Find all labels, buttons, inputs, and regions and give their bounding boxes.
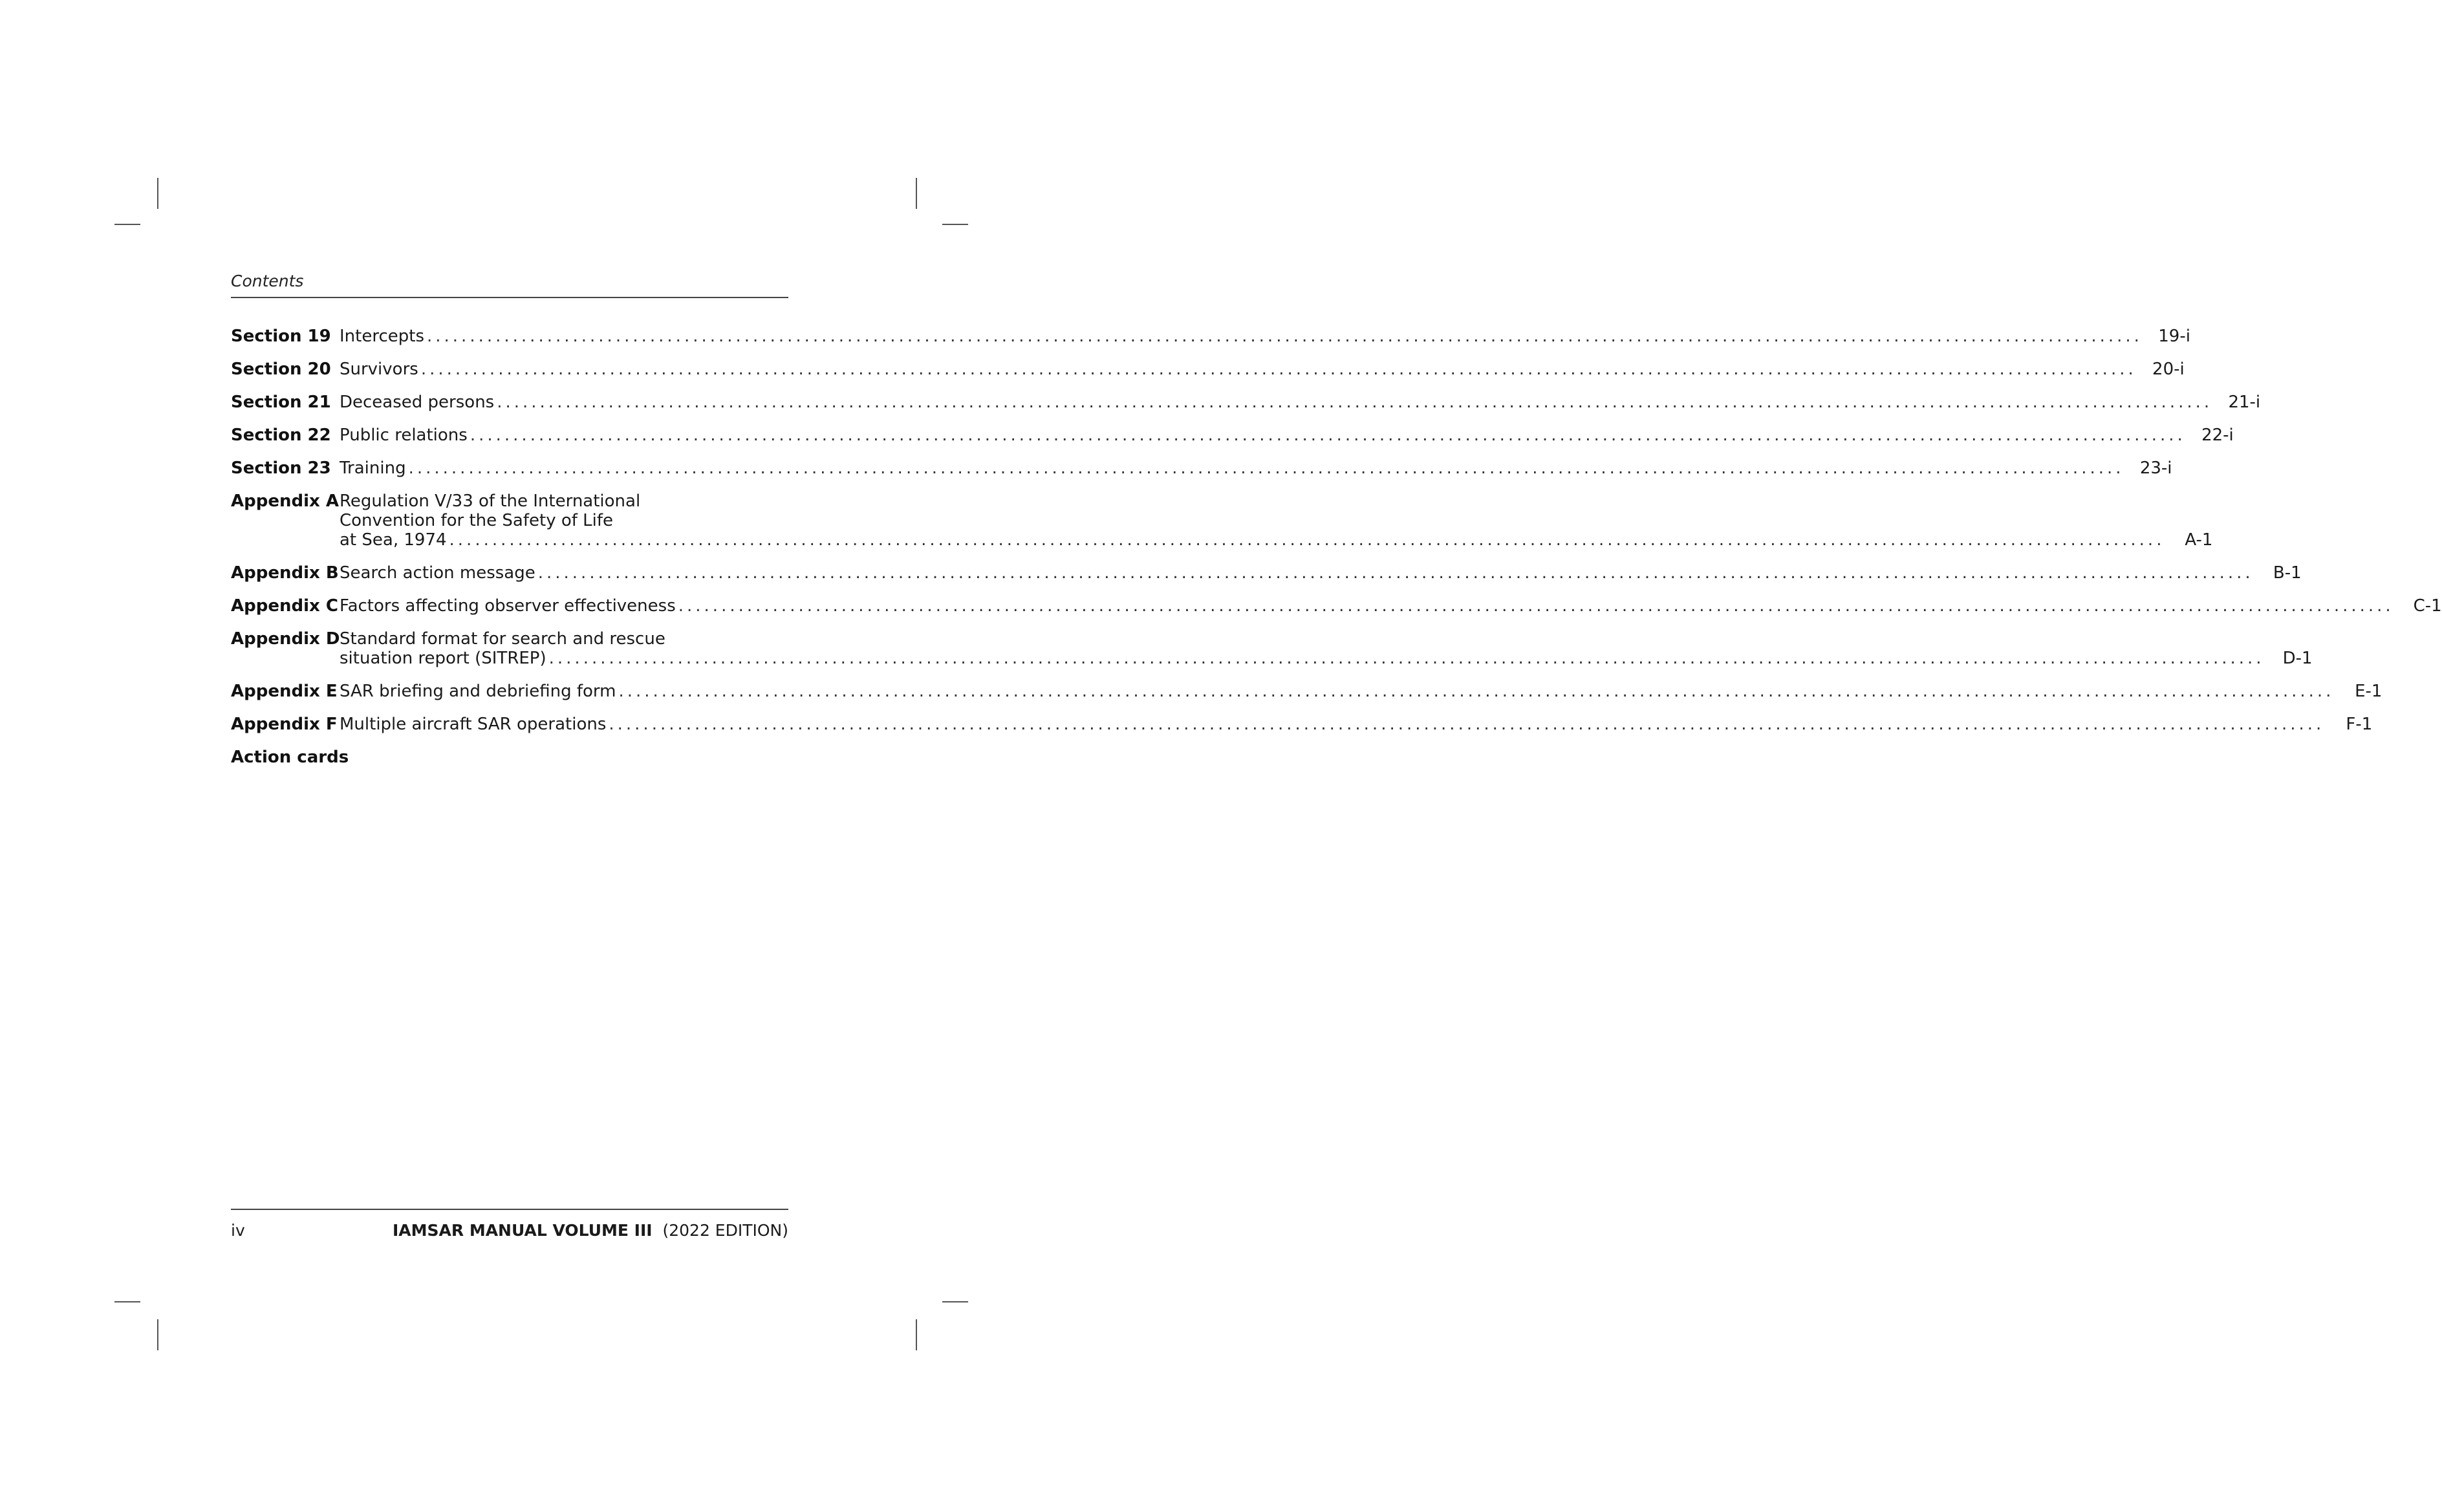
running-head: Contents [231, 272, 304, 290]
toc-entry[interactable] [231, 748, 788, 767]
toc-entry[interactable] [231, 459, 2172, 478]
toc-entry-title [340, 360, 2185, 379]
toc-entry-label: Section 19 [231, 327, 331, 346]
toc-page-number[interactable]: C-1 [2413, 596, 2442, 616]
crop-mark-bottom-right-horizontal [942, 1301, 968, 1302]
dot-leader: ........................................................................................................................................................................................................ [470, 426, 2186, 445]
toc-page-number[interactable]: 21-i [2228, 393, 2261, 412]
table-of-contents [231, 327, 2442, 781]
toc-entry-label: Appendix E [231, 682, 338, 701]
dot-leader: ........................................................................................................................................................................................................ [537, 563, 2254, 583]
toc-entry-title [340, 426, 2234, 445]
toc-entry-label: Action cards [231, 748, 349, 767]
toc-entry-title [340, 491, 2213, 550]
toc-entry-title-line: Intercepts [340, 327, 424, 346]
toc-page-number[interactable]: 22-i [2201, 426, 2234, 445]
toc-entry-title-line: Multiple aircraft SAR operations [340, 715, 607, 734]
toc-entry-label: Appendix C [231, 596, 338, 616]
publication-title [393, 1221, 788, 1240]
crop-mark-top-right-vertical [916, 178, 917, 209]
toc-entry-label: Section 22 [231, 426, 331, 445]
toc-entry-title-line: Standard format for search and rescue [340, 629, 665, 649]
dot-leader: ........................................................................................................................................................................................................ [449, 530, 2165, 550]
toc-page-number[interactable]: D-1 [2282, 649, 2313, 668]
dot-leader: ........................................................................................................................................................................................................ [427, 327, 2143, 346]
crop-mark-top-left-vertical [157, 178, 158, 209]
toc-entry-title [340, 748, 788, 767]
page-number: iv [231, 1221, 245, 1240]
toc-entry-title-line: SAR briefing and debriefing form [340, 682, 616, 701]
crop-mark-bottom-left-horizontal [114, 1301, 140, 1302]
footer-rule [231, 1209, 788, 1210]
toc-page-number[interactable]: 19-i [2158, 327, 2190, 346]
dot-leader: ........................................................................................................................................................................................................ [678, 596, 2394, 616]
toc-page-number[interactable]: E-1 [2355, 682, 2383, 701]
crop-mark-bottom-right-vertical [916, 1319, 917, 1350]
toc-entry[interactable] [231, 327, 2190, 346]
toc-entry-label: Appendix B [231, 563, 339, 583]
toc-entry-title [340, 459, 2172, 478]
toc-entry-title [340, 682, 2383, 701]
toc-entry[interactable] [231, 426, 2234, 445]
toc-entry[interactable] [231, 629, 2313, 668]
toc-entry-title [340, 393, 2261, 412]
toc-entry[interactable] [231, 491, 2213, 550]
toc-entry[interactable] [231, 563, 2302, 583]
toc-page-number[interactable]: B-1 [2273, 563, 2302, 583]
toc-entry-label: Section 20 [231, 360, 331, 379]
toc-page-number[interactable]: F-1 [2346, 715, 2373, 734]
crop-mark-top-right-horizontal [942, 224, 968, 225]
toc-entry-title-line: situation report (SITREP) [340, 649, 546, 668]
toc-entry-label: Appendix F [231, 715, 338, 734]
publication-title-bold: IAMSAR MANUAL VOLUME III [393, 1221, 653, 1240]
toc-entry-spacer [340, 748, 788, 767]
crop-mark-top-left-horizontal [114, 224, 140, 225]
toc-entry-title [340, 715, 2373, 734]
toc-entry-title-line: Factors affecting observer effectiveness [340, 596, 676, 616]
toc-entry[interactable] [231, 393, 2261, 412]
toc-entry-title-line: Public relations [340, 426, 468, 445]
toc-entry-title-line: Search action message [340, 563, 535, 583]
toc-entry-title-line: Training [340, 459, 406, 478]
toc-entry-title [340, 327, 2190, 346]
toc-entry-title-line: at Sea, 1974 [340, 530, 447, 550]
header-rule [231, 297, 788, 298]
toc-page-number[interactable]: 23-i [2139, 459, 2172, 478]
crop-mark-bottom-left-vertical [157, 1319, 158, 1350]
toc-entry-title-line: Convention for the Safety of Life [340, 511, 614, 530]
toc-entry-label: Section 23 [231, 459, 331, 478]
toc-entry-label: Appendix D [231, 629, 340, 649]
toc-entry-title-line: Survivors [340, 360, 418, 379]
toc-page-number[interactable]: A-1 [2185, 530, 2213, 550]
toc-entry-title [340, 563, 2302, 583]
toc-entry[interactable] [231, 682, 2383, 701]
toc-page-number[interactable]: 20-i [2152, 360, 2185, 379]
dot-leader: ........................................................................................................................................................................................................ [618, 682, 2335, 701]
toc-entry[interactable] [231, 596, 2442, 616]
dot-leader: ........................................................................................................................................................................................................ [497, 393, 2213, 412]
edition-label: (2022 EDITION) [662, 1221, 788, 1240]
toc-entry-title [340, 596, 2442, 616]
dot-leader: ........................................................................................................................................................................................................ [609, 715, 2325, 734]
toc-entry-label: Section 21 [231, 393, 331, 412]
toc-entry-label: Appendix A [231, 491, 339, 511]
toc-entry-title-line: Regulation V/33 of the International [340, 491, 641, 511]
toc-entry[interactable] [231, 360, 2185, 379]
toc-entry-title [340, 629, 2313, 668]
toc-entry-title-line: Deceased persons [340, 393, 495, 412]
dot-leader: ........................................................................................................................................................................................................ [408, 459, 2124, 478]
toc-entry[interactable] [231, 715, 2373, 734]
dot-leader: ........................................................................................................................................................................................................ [420, 360, 2137, 379]
dot-leader: ........................................................................................................................................................................................................ [548, 649, 2265, 668]
